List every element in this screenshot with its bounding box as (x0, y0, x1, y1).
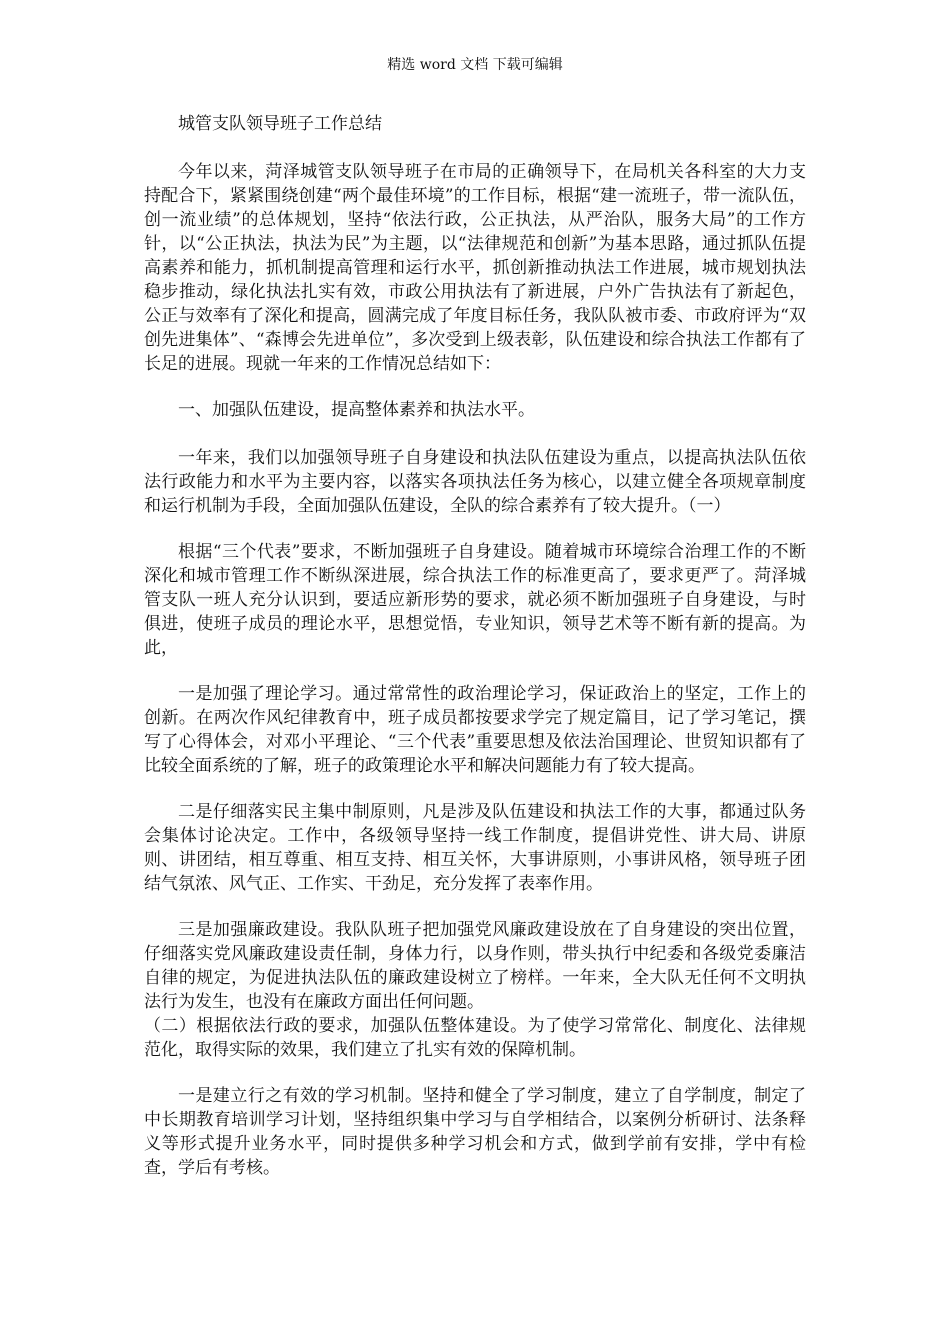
document-body (144, 112, 806, 1202)
paragraph-study-mechanism: 一是建立行之有效的学习机制。坚持和健全了学习制度，建立了自学制度，制定了中长期教育培训学习计划，坚持组织集中学习与自学相结合，以案例分析研讨、法条释义等形式提升业务水平，同时提供多种学习机会和方式，做到学前有安排，学中有检查，学后有考核。 (144, 1086, 806, 1178)
document-title: 城管支队领导班子工作总结 (178, 114, 382, 134)
paragraph-integrity: 三是加强廉政建设。我队队班子把加强党风廉政建设放在了自身建设的突出位置，仔细落实党风廉政建设责任制，身体力行，以身作则，带头执行中纪委和各级党委廉洁自律的规定，为促进执法队伍的廉政建设树立了榜样。一年来，全大队无任何不文明执法行为发生，也没有在廉政方面出任何问题。 (144, 920, 806, 1012)
paragraph-democratic-centralism: 二是仔细落实民主集中制原则，凡是涉及队伍建设和执法工作的大事，都通过队务会集体讨论决定。工作中，各级领导坚持一线工作制度，提倡讲党性、讲大局、讲原则、讲团结，相互尊重、相互支持、相互关怀，大事讲原则，小事讲风格，领导班子团结气氛浓、风气正、工作实、干劲足，充分发挥了表率作用。 (144, 802, 806, 894)
paragraph-intro: 今年以来，菏泽城管支队领导班子在市局的正确领导下，在局机关各科室的大力支持配合下，紧紧围绕创建“两个最佳环境”的工作目标，根据“建一流班子，带一流队伍，创一流业绩”的总体规划，坚持“依法行政，公正执法，从严治队，服务大局”的工作方针，以“公正执法，执法为民”为主题，以“法律规范和创新”为基本思路，通过抓队伍提高素养和能力，抓机制提高管理和运行水平，抓创新推动执法工作进展，城市规划执法稳步推动，绿化执法扎实有效，市政公用执法有了新进展，户外广告执法有了新起色，公正与效率有了深化和提高，圆满完成了年度目标任务，我队队被市委、市政府评为“双创先进集体”、“森博会先进单位”，多次受到上级表彰，队伍建设和综合执法工作都有了长足的进展。现就一年来的工作情况总结如下： (144, 162, 806, 374)
section-heading-1: 一、加强队伍建设，提高整体素养和执法水平。 (178, 400, 535, 420)
paragraph-theory-study: 一是加强了理论学习。通过常常性的政治理论学习，保证政治上的坚定，工作上的创新。在两次作风纪律教育中，班子成员都按要求学完了规定篇目，记了学习笔记，撰写了心得体会，对邓小平理论、“三个代表”重要思想及依法治国理论、世贸知识都有了比较全面系统的了解，班子的政策理论水平和解决问题能力有了较大提高。 (144, 684, 806, 776)
page-header: 精选 word 文档 下载可编辑 (387, 57, 563, 73)
paragraph-subsection-2: （二）根据依法行政的要求，加强队伍整体建设。为了使学习常常化、制度化、法律规范化，取得实际的效果，我们建立了扎实有效的保障机制。 (144, 1016, 806, 1060)
paragraph-self-building: 根据“三个代表”要求，不断加强班子自身建设。随着城市环境综合治理工作的不断深化和城市管理工作不断纵深进展，综合执法工作的标准更高了，要求更严了。菏泽城管支队一班人充分认识到，要适应新形势的要求，就必须不断加强班子自身建设，与时俱进，使班子成员的理论水平，思想觉悟，专业知识，领导艺术等不断有新的提高。为此， (144, 542, 806, 658)
paragraph-overview: 一年来，我们以加强领导班子自身建设和执法队伍建设为重点，以提高执法队伍依法行政能力和水平为主要内容，以落实各项执法任务为核心，以建立健全各项规章制度和运行机制为手段，全面加强队伍建设，全队的综合素养有了较大提升。（一） (144, 448, 806, 516)
